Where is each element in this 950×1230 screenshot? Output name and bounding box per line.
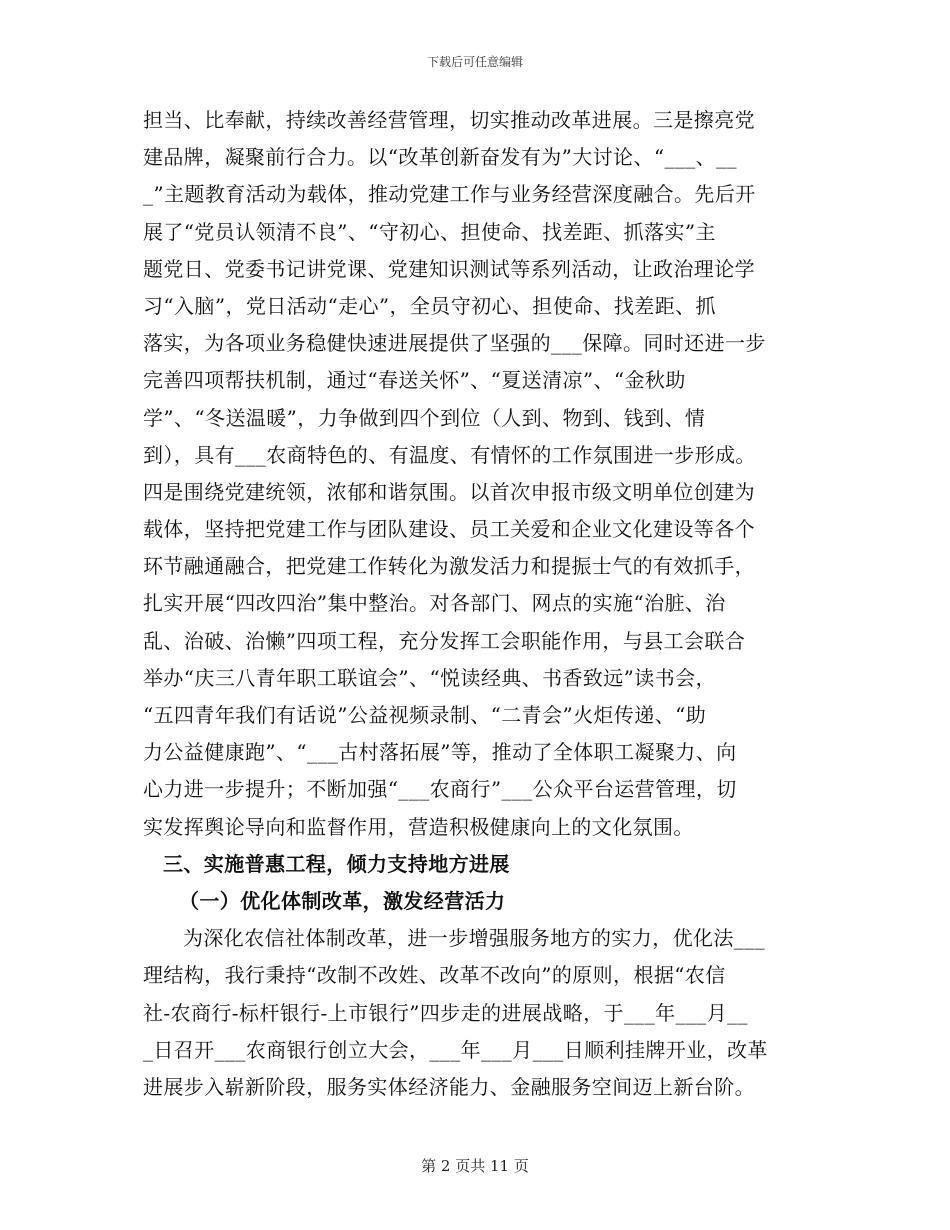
text-line: 题党日、党委书记讲党课、党建知识测试等系列活动，让政治理论学 <box>143 256 755 281</box>
text-line: 完善四项帮扶机制，通过“春送关怀”、“夏送清凉”、“金秋助 <box>143 368 686 393</box>
text-line: 习“入脑”，党日活动“走心”，全员守初心、担使命、找差距、抓 <box>143 293 716 318</box>
text-line: 扎实开展“四改四治”集中整治。对各部门、网点的实施“治脏、治 <box>143 591 726 616</box>
text-line: 社-农商行-标杆银行-上市银行”四步走的进展战略，于___年___月__ <box>143 1000 748 1025</box>
paragraph-2 <box>143 920 807 1106</box>
text-line: 到），具有___农商特色的、有温度、有情怀的工作氛围进一步形成。 <box>143 442 756 467</box>
text-line: 落实，为各项业务稳健快速进展提供了坚强的___保障。同时还进一步 <box>143 331 766 356</box>
text-line: 展了“党员认领清不良”、“守初心、担使命、找差距、抓落实”主 <box>143 219 716 244</box>
text-line: 学”、“冬送温暖”，力争做到四个到位（人到、物到、钱到、情 <box>143 405 706 430</box>
text-line: 心力进一步提升；不断加强“___农商行”___公众平台运营管理，切 <box>143 777 737 802</box>
text-line: 力公益健康跑”、“___古村落拓展”等，推动了全体职工凝聚力、向 <box>143 740 737 765</box>
page-footer: 第 2 页共 11 页 <box>421 1157 529 1175</box>
text-line: 乱、治破、治懒”四项工程，充分发挥工会职能作用，与县工会联合 <box>143 628 746 653</box>
document-body <box>143 102 807 1106</box>
sub-heading: （一）优化体制改革，激发经营活力 <box>179 888 506 913</box>
section-heading: 三、实施普惠工程，倾力支持地方进展 <box>163 851 510 876</box>
text-line: 举办“庆三八青年职工联谊会”、“悦读经典、书香致远”读书会， <box>143 665 716 690</box>
text-line: 理结构，我行秉持“改制不改姓、改革不改向”的原则，根据“农信 <box>143 963 726 988</box>
text-line: 实发挥舆论导向和监督作用，营造积极健康向上的文化氛围。 <box>143 814 694 839</box>
text-line: 为深化农信社体制改革，进一步增强服务地方的实力，优化法___ <box>183 926 765 951</box>
text-line: 载体，坚持把党建工作与团队建设、员工关爱和企业文化建设等各个 <box>143 517 755 542</box>
text-line: 进展步入崭新阶段，服务实体经济能力、金融服务空间迈上新台阶。 <box>143 1074 755 1099</box>
paragraph-1 <box>143 102 807 846</box>
text-line: “五四青年我们有话说”公益视频录制、“二青会”火炬传递、“助 <box>143 703 707 727</box>
page-header: 下载后可任意编辑 <box>426 55 523 69</box>
text-line: _”主题教育活动为载体，推动党建工作与业务经营深度融合。先后开 <box>143 182 756 207</box>
text-line: 环节融通融合，把党建工作转化为激发活力和提振士气的有效抓手， <box>143 554 755 579</box>
text-line: 建品牌，凝聚前行合力。以“改革创新奋发有为”大讨论、“___、__ <box>143 145 737 170</box>
text-line: 担当、比奉献，持续改善经营管理，切实推动改革进展。三是擦亮党 <box>143 108 755 132</box>
text-line: 四是围绕党建统领，浓郁和谐氛围。以首次申报市级文明单位创建为 <box>143 479 755 504</box>
text-line: _日召开___农商银行创立大会，___年___月___日顺利挂牌开业，改革 <box>143 1037 768 1062</box>
